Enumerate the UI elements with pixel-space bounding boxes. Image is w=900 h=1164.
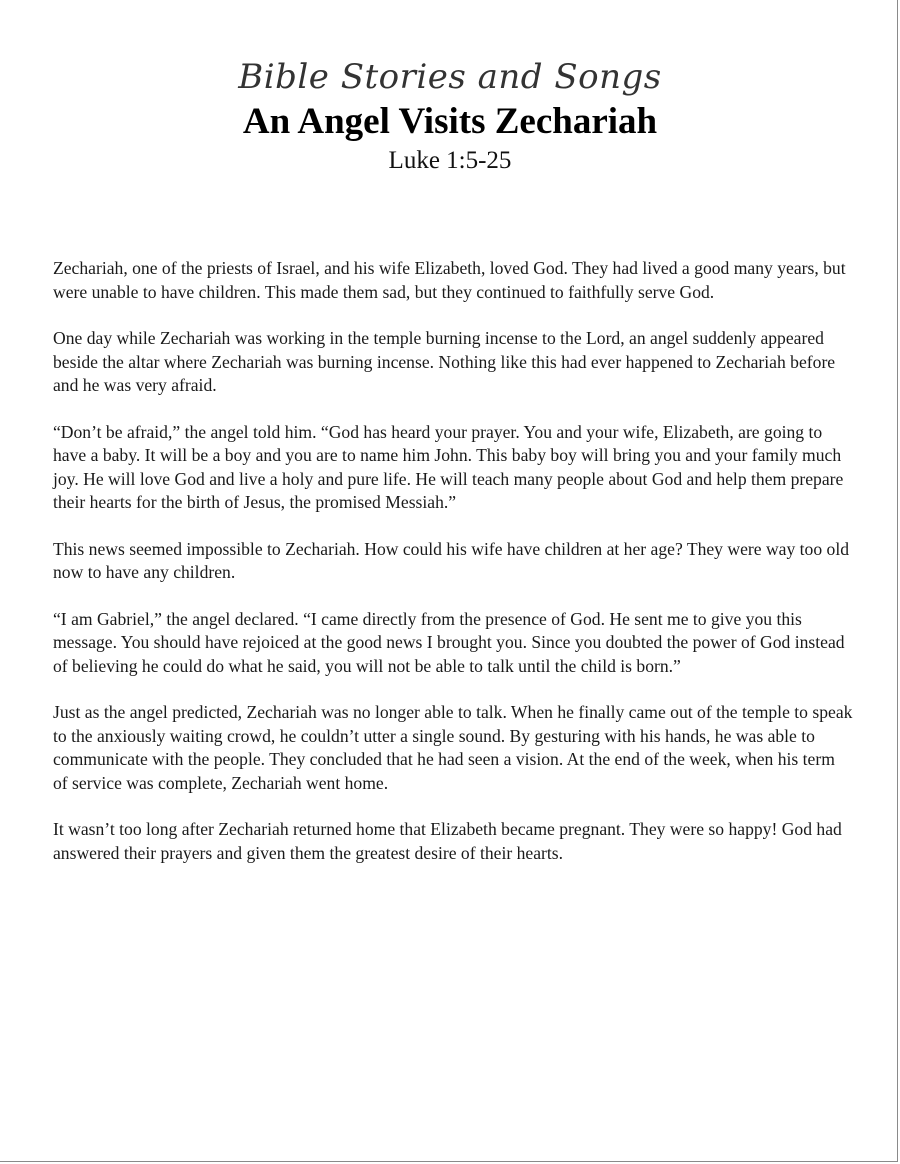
story-title: An Angel Visits Zechariah — [242, 101, 658, 142]
paragraph-6: Just as the angel predicted, Zechariah was no longer able to talk. When he finally came out of the temple to speak to the anxiously waiting crowd, he couldn’t utter a single sound. By gesturing with his hands, he was able to communicate with the people. They concluded that he had seen a vision. At the end of the week, when his term of service was complete, Zechariah went home. — [53, 702, 853, 793]
paragraph-7: It wasn’t too long after Zechariah returned home that Elizabeth became pregnant. They were so happy! God had answered their prayers and given them the greatest desire of their hearts. — [53, 819, 842, 863]
page-header — [0, 52, 900, 178]
paragraph-4: This news seemed impossible to Zechariah. How could his wife have children at her age? They were way too old now to have any children. — [53, 538, 850, 582]
series-title: Bible Stories and Songs — [238, 57, 662, 97]
story-body — [53, 257, 853, 888]
paragraph-3: “Don’t be afraid,” the angel told him. “God has heard your prayer. You and your wife, Elizabeth, are going to have a baby. It will be a boy and you are to name him John. This baby boy will bring you and your family much joy. He will love God and live a holy and pure life. He will teach many people about God and help them prepare their hearts for the birth of Jesus, the promised Messiah.” — [53, 421, 844, 512]
scripture-reference: Luke 1:5-25 — [388, 147, 512, 174]
paragraph-5: “I am Gabriel,” the angel declared. “I came directly from the presence of God. He sent me to give you this message. You should have rejoiced at the good news I brought you. Since you doubted the power of God instead of believing he could do what he said, you will not be able to talk until the child is born.” — [53, 608, 845, 676]
paragraph-1: Zechariah, one of the priests of Israel, and his wife Elizabeth, loved God. They had lived a good many years, but were unable to have children. This made them sad, but they continued to faithfully serve God. — [53, 258, 846, 302]
paragraph-2: One day while Zechariah was working in the temple burning incense to the Lord, an angel suddenly appeared beside the altar where Zechariah was burning incense. Nothing like this had ever happened to Zechariah before and he was very afraid. — [53, 328, 836, 395]
